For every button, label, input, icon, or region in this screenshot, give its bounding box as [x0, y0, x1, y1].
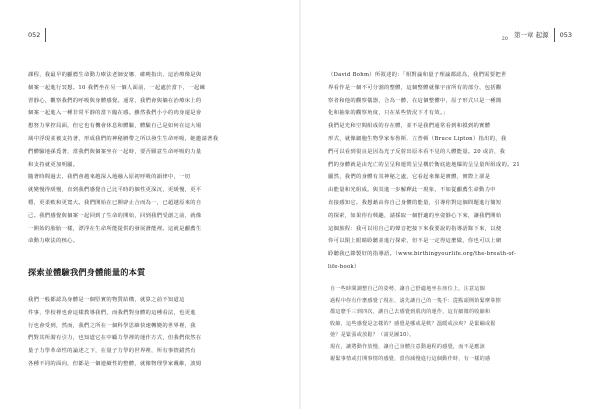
text-line: 命動力療法的核心。	[28, 238, 79, 245]
text-line: 自一些時間調整自己的姿勢，讓自己舒適地坐在座位上。注意這個	[330, 286, 485, 292]
text-line: 由能量和光組成。與其進一步解釋此一現象，不如從顱薦生命動力中	[328, 187, 496, 194]
text-line: 個案一起進行冥想。10 我們坐在另一個人面前，一起處於當下，一起練	[28, 84, 206, 91]
text-line: 穩，更柔軟和更寬大。我們開始在已開辟止合而為一，已超越原來的自	[28, 199, 202, 206]
text-line: 親緊事情或打開事情的感覺，當你減慢進行這個動作時，有一樣的感	[330, 355, 491, 362]
text-line: 們的身體就是由光亡的呈呈和運閃呈呈構於衡底迪地爆的呈呈量所組成的。21	[328, 161, 521, 168]
text-line: 我們是光和空間組成的存在體，並不是我們通常看到和摸到的實體	[328, 123, 491, 130]
text-line: 隨著時間過去，我們會越來越深入地融入原初呼吸的韻律中，一切	[28, 174, 191, 181]
text-line: 們對其所謂有引力，也知道它在中顧力學裡的運作方式，但我們依然在	[28, 335, 202, 342]
text-line: 個案一起進入一種非常平靜的當下臨在感。雖然我們小小的肉身還是會	[28, 110, 202, 117]
text-line: 察者和他的觀察儀器，合為一體，在這個整體中，原子形式只是一種簡	[328, 97, 502, 104]
text-line: 就變慢得緩慢，直到我們感覺自己比平時的個性更深沉，更緩慢，更平	[28, 187, 202, 194]
text-line: 聆聽我已錄製好的指導語。（www.birthingyourlife.org/the-breath-of-	[328, 251, 517, 258]
header-divider	[45, 28, 46, 42]
text-line: （David Bohm）所敘述的：「相對論和量子理論都認為，我們需要把世	[328, 72, 507, 78]
text-line: 們體驗地孫覓著，當我們與個案坐在一起時，要否願意生命呼吸的力量	[28, 148, 202, 155]
text-line: 各種不同的面向，但都是一個連續性的整體，就像物理學家戴維，波姆	[28, 360, 202, 367]
text-line: 域中浮現並被支持著，形成我們的神秘臍帶之所以發生生命呼吸，她邀請著我	[28, 135, 219, 142]
text-line: 己。我們感覺與個案一起回到了生命的開始，回到我們受創之前，就像	[28, 212, 202, 219]
text-line: 和支持就更加明顯。	[28, 161, 79, 168]
text-line: 顯然，我們的身體有其神秘之處，它看起來像是實體，實際上卻是	[328, 174, 491, 181]
text-line: 一開始的胎胎一樣，漂浮在生命所能提供的發展潛能裡。這就是顱薦生	[28, 225, 202, 232]
header-divider	[554, 28, 555, 42]
text-line: life-book）	[328, 263, 360, 270]
right-page-header	[514, 28, 572, 42]
left-page-header	[28, 28, 51, 42]
left-page-number: 052	[28, 31, 41, 39]
text-line: 化和抽象的觀察角度，只在某些情況下才有效。」	[328, 110, 449, 117]
text-line: 現在，讓將動作放慢，讓自己身體注意動過程的感覺，而不是應該	[330, 343, 485, 350]
guided-exploration-quote	[330, 284, 570, 365]
text-line: 課程，我最早的顱薦生命動力療法老師安娜．確曉指出，這治療像是與	[28, 72, 202, 78]
text-line: 習靜心，觀察我們的呼吸與身體感覺。通常，我們會與躺在治療床上的	[28, 97, 202, 104]
text-line: 直接感知它。我想藉由你自己身體的能量，引導你對這個問題進行簡短	[328, 199, 502, 206]
text-line: 量子力學革命性的論述之下，在量子力學的世界裡，所有事情錯然有	[28, 348, 196, 355]
right-body-paragraphs	[328, 69, 572, 274]
text-line: 行也會受到，然而，我們之所在一個科學思維快速轉變的世界裡，我	[28, 322, 196, 329]
text-line: 形式，就像細胞生物學家布魯斯．立普頓（Bruce Lipton）指出的，我	[328, 135, 507, 142]
left-body-section-text	[28, 294, 272, 371]
text-line: 界看作是一個不可分割的整體，這個整體就像宇宙所有的部分，包括觀	[328, 84, 502, 91]
text-line: 我們一般都認為身體是一個堅實的物質結構，就算之前不知道這	[28, 297, 185, 303]
text-line: 都這麼手三到四次，讓自己去感覺到肌肉的運作，這有細微的收縮和	[330, 309, 491, 316]
text-line: 你可以閉上眼睛聆聽並進行探索，但不是一定得這麼做，你也可以上網	[328, 238, 502, 245]
text-line: 件事，學校裡也會這樣教導我們，而我們對身體的這種看法，也更進	[28, 309, 196, 316]
text-line: 想努力掌控局面，但它也有機會休息和體驗，體驗自己是如何在這大場	[28, 123, 202, 130]
text-line: 收縮，這些感覺是怎樣的？感覺是哪或是軟？溫暖或涼爽？是緊繃或鬆	[330, 320, 496, 327]
left-body-paragraphs	[28, 69, 272, 248]
right-page-number: 053	[559, 31, 572, 39]
footnote-ref: 20	[501, 36, 508, 42]
text-line: 的探索，如果你有興趣，請採取一個舒適的坐姿靜心下來，讓我們開始	[328, 212, 502, 219]
text-line: 弛？是緊張或放鬆？（請見圖10）。	[330, 332, 415, 339]
text-line: 們可以看到很良是因為光子反射出原本看不見的人體能量。20 或許，我	[328, 148, 506, 155]
text-line: 這個旅程：我可以用自己的聲音把接下來我要說的指導語錄下來，以便	[328, 225, 502, 232]
running-head: 第一章 起源	[514, 31, 549, 39]
section-heading: 探索並體驗我們身體能量的本質	[28, 267, 146, 277]
text-line: 過程中你有什麼感覺了現在，請先讓自己的一隻手：從點頭開始緊摩挲擦	[330, 297, 502, 304]
